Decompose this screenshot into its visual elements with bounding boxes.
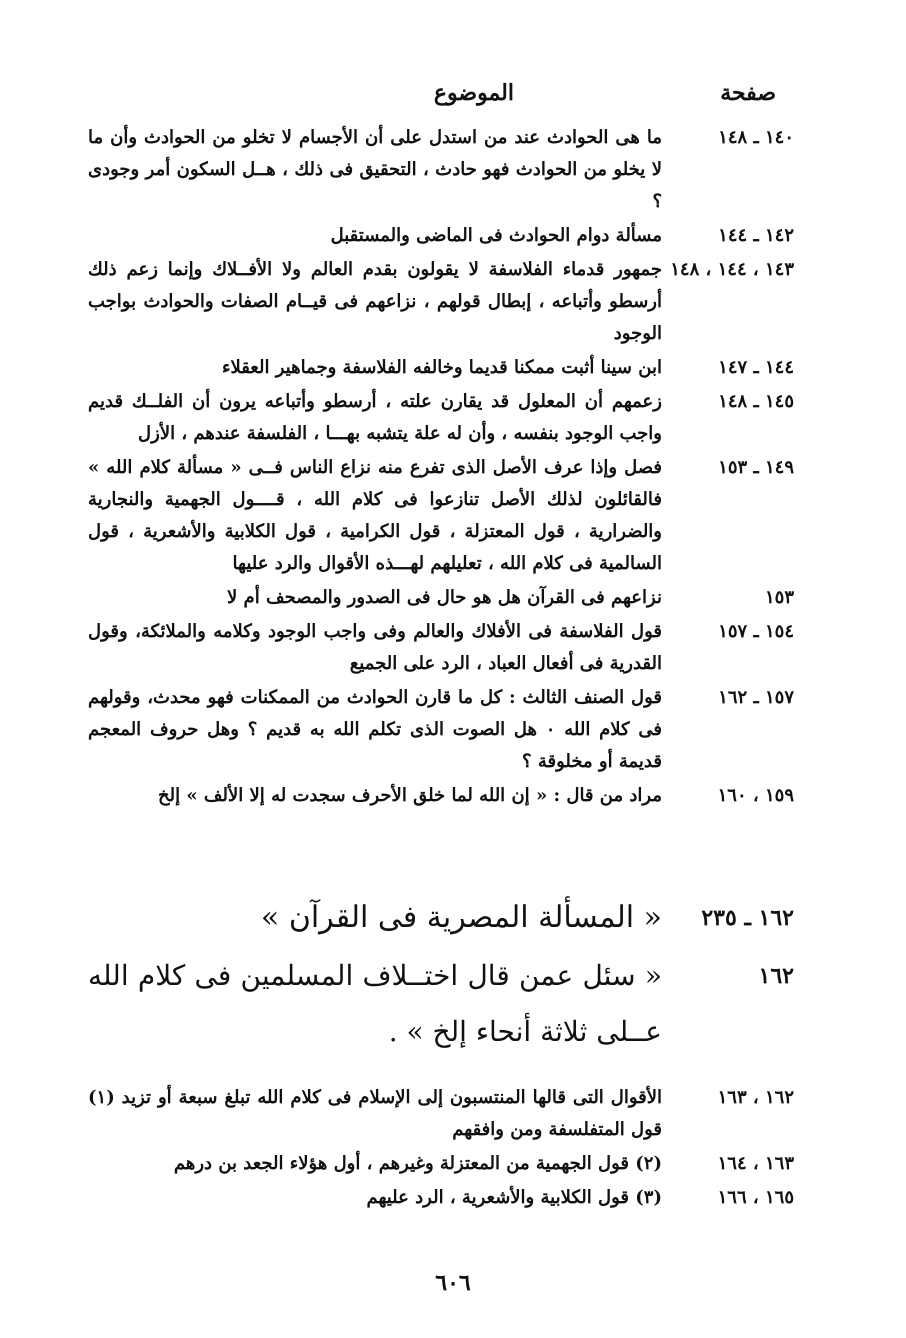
entry-text: قول الصنف الثالث : كل ما قارن الحوادث من الممكنات فهو محدث، وقولهم فى كلام الله ٠ هل الصوت الذى تكلم الله به قديم ؟ وهل حروف المعجم قديمة أو مخلوقة ؟ <box>88 687 662 772</box>
index-entry <box>88 1182 794 1214</box>
entry-pages: ١٥٩ ، ١٦٠ <box>717 785 794 806</box>
index-entry <box>88 682 794 778</box>
page-column-header: صفحة <box>720 80 776 106</box>
index-entry <box>88 220 794 252</box>
topic-column-header: الموضوع <box>433 80 514 106</box>
index-entry <box>88 452 794 580</box>
entry-text: مراد من قال : « إن الله لما خلق الأحرف سجدت له إلا الألف » إلخ <box>158 785 662 806</box>
section-heading-block <box>88 890 794 1062</box>
entry-pages: ١٤٥ ـ ١٤٨ <box>718 391 794 412</box>
index-entry <box>88 122 794 218</box>
entry-text: الأقوال التى قالها المنتسبون إلى الإسلام فى كلام الله تبلغ سبعة أو تزيد (١) قول المتفلسفة ومن وافقهم <box>88 1087 662 1140</box>
entry-pages: ١٤٢ ـ ١٤٤ <box>718 225 794 246</box>
page-number: ٦٠٦ <box>435 1270 471 1296</box>
index-entry <box>88 780 794 812</box>
index-entry <box>88 616 794 680</box>
entry-pages: ١٤٣ ، ١٤٤ ، ١٤٨ <box>670 259 794 280</box>
entry-pages: ١٤٠ ـ ١٤٨ <box>718 127 794 148</box>
entry-text: قول الفلاسفة فى الأفلاك والعالم وفى واجب الوجود وكلامه والملائكة، وقول القدرية فى أفعال العباد ، الرد على الجميع <box>88 621 662 674</box>
section-title-row <box>88 890 794 946</box>
entry-pages: ١٦٣ ، ١٦٤ <box>717 1153 794 1174</box>
index-entry <box>88 582 794 614</box>
index-entry <box>88 1082 794 1146</box>
section-question-row <box>88 948 794 1060</box>
index-entry <box>88 352 794 384</box>
entry-pages: ١٥٧ ـ ١٦٢ <box>718 687 794 708</box>
section-question: « سئل عمن قال اختــلاف المسلمين فى كلام الله عــلى ثلاثة أنحاء إلخ » . <box>88 959 662 1048</box>
section-title-pages: ١٦٢ ـ ٢٣٥ <box>701 905 794 931</box>
entry-pages: ١٤٩ ـ ١٥٣ <box>718 457 794 478</box>
entry-text: ابن سينا أثبت ممكنا قديما وخالفه الفلاسفة وجماهير العقلاء <box>221 357 662 378</box>
index-entries-continued <box>88 1082 794 1216</box>
section-question-pages: ١٦٢ <box>758 963 794 989</box>
entry-text: فصل وإذا عرف الأصل الذى تفرع منه نزاع الناس فــى « مسألة كلام الله » فالقائلون لذلك الأصل تنازعوا فى كلام الله ، قــــول الجهمية والنجارية والضرارية ، قول المعتزلة ، قول الكرامية ، قول الكلابية والأشعرية ، قول السالمية فى كلام الله ، تعليلهم لهـــذه الأقوال والرد عليها <box>88 457 662 574</box>
entry-text: نزاعهم فى القرآن هل هو حال فى الصدور والمصحف أم لا <box>227 587 662 608</box>
entry-text: مسألة دوام الحوادث فى الماضى والمستقبل <box>330 225 662 246</box>
entry-text: (٢) قول الجهمية من المعتزلة وغيرهم ، أول هؤلاء الجعد بن درهم <box>173 1153 662 1174</box>
entry-text: جمهور قدماء الفلاسفة لا يقولون بقدم العالم ولا الأفــلاك وإنما زعم ذلك أرسطو وأتباعه ، إبطال قولهم ، نزاعهم فى قيــام الصفات والحوادث بواجب الوجود <box>88 259 662 344</box>
index-entry <box>88 254 794 350</box>
index-entry <box>88 1148 794 1180</box>
index-entry <box>88 386 794 450</box>
entry-text: ما هى الحوادث عند من استدل على أن الأجسام لا تخلو من الحوادث وأن ما لا يخلو من الحوادث فهو حادث ، التحقيق فى ذلك ، هــل السكون أمر وجودى ؟ <box>88 127 662 212</box>
entry-pages: ١٥٣ <box>764 587 794 608</box>
entry-text: زعمهم أن المعلول قد يقارن علته ، أرسطو وأتباعه يرون أن الفلــك قديم واجب الوجود بنفسه ، وأن له علة يتشبه بهـــا ، الفلسفة عندهم ، الأزل <box>88 391 662 444</box>
entry-pages: ١٦٢ ، ١٦٣ <box>717 1087 794 1108</box>
entry-pages: ١٤٤ ـ ١٤٧ <box>718 357 794 378</box>
entry-pages: ١٦٥ ، ١٦٦ <box>717 1187 794 1208</box>
entry-pages: ١٥٤ ـ ١٥٧ <box>718 621 794 642</box>
index-entries <box>88 122 794 814</box>
section-title: « المسألة المصرية فى القرآن » <box>260 900 662 935</box>
entry-text: (٣) قول الكلابية والأشعرية ، الرد عليهم <box>366 1187 662 1208</box>
